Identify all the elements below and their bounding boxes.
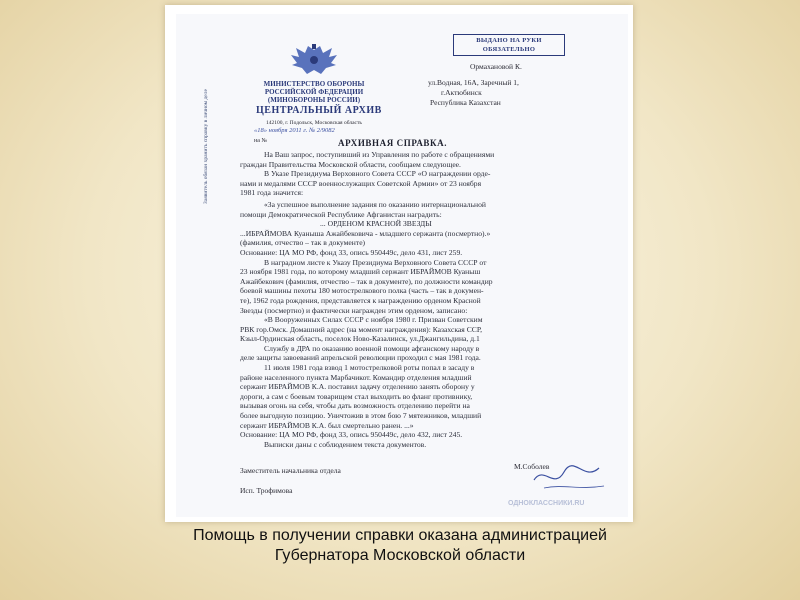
caption-line-2: Губернатора Московской области [274,547,526,564]
caption-line-1: Помощь в получении справки оказана администрацией [193,527,607,544]
recipient-country: Республика Казахстан [430,98,501,107]
recipient-city: г.Актюбинск [441,88,482,97]
reference-number: на № [254,138,268,144]
registration-stamp: ВЫДАНО НА РУКИ ОБЯЗАТЕЛЬНО [453,34,565,56]
postal-address: 142100, г. Подольск, Московская область [266,120,362,126]
watermark: ОДНОКЛАССНИКИ.RU [508,500,585,507]
ministry-header: МИНИСТЕРСТВО ОБОРОНЫ РОССИЙСКОЙ ФЕДЕРАЦИИ (МИНОБОРОНЫ РОССИИ) [263,80,365,104]
eagle-emblem-icon [288,44,340,78]
archive-certificate-scan [176,14,628,517]
document-body: На Ваш запрос, поступивший из Управления по работе с обращениями граждан Правительства Московской области, сообщаем следующее. В Указе Президиума Верховного Совета СССР «О награждении орде- нами и медалями СССР военнослужащих Советской Армии» от 23 ноября 1981 года значится: «За успешное выполнение задания по оказанию интернациональной помощи Демократической Республике Афганистан наградить: ... ОРДЕНОМ КРАСНОЙ ЗВЕЗДЫ ...ИБРАЙМОВА Куаныша Ажайбековича - младшего сержанта (посмертно).» (фамилия, отчество – так в документе) Основание: ЦА МО РФ, фонд 33, опись 950449с, дело 431, лист 259. В наградном листе к Указу Президиума Верховного Совета СССР от 23 ноября 1981 года, по которому младший сержант ИБРАЙМОВ Куаныш Ажайбекович (фамилия, отчество – так в документе), по должности командир боевой машины пехоты 180 мотострелкового полка (часть – так в докумен- те), 1962 года рождения, представляется к награждению орденом Красной Звезды (посмертно) и фактически награжден этим орденом, записано: «В Вооруженных Силах СССР с ноября 1980 г. Призван Советским РВК гор.Омск. Домашний адрес (на момент награждения): Казахская ССР, Кзыл-Ординская область, поселок Ново-Казалинск, ул.Джангильдина, д.1 Службу в ДРА по оказанию военной помощи афганскому народу в деле защиты завоеваний апрельской революции проходил с мая 1981 года. 11 июля 1981 года взвод 1 мотострелковой роты попал в засаду в районе населенного пункта Марбачикот. Командир отделения младший сержант ИБРАЙМОВ К.А. поставил задачу отделению занять оборону у дороги, а сам с боевым товарищем стал выходить во фланг противнику, вызывая огонь на себя, чтобы дать возможность отделению перейти на более выгодную позицию. Уничтожив в этом бою 7 мятежников, младший сержант ИБРАЙМОВ К.А. был смертельно ранен. ...» Основание: ЦА МО РФ, фонд 33, опись 950449с, дело 432, лист 245. Выписки даны с соблюдением текста документов. [240,150,495,449]
signer-position: Заместитель начальника отдела [240,466,341,475]
reference-date: «18» ноября 2011 г. № 2/9082 [254,127,335,134]
signer-name: М.Соболев [514,462,550,471]
recipient-street: ул.Водная, 16А, Заречный 1, [428,78,519,87]
document-title: АРХИВНАЯ СПРАВКА. [338,138,448,148]
slide-caption [150,526,650,566]
margin-note: Заявитель обязан хранить справку в личном деле [203,89,209,204]
archive-name: ЦЕНТРАЛЬНЫЙ АРХИВ [256,105,382,116]
executor: Исп. Трофимова [240,486,293,495]
recipient-name: Ормахановой К. [470,62,522,71]
